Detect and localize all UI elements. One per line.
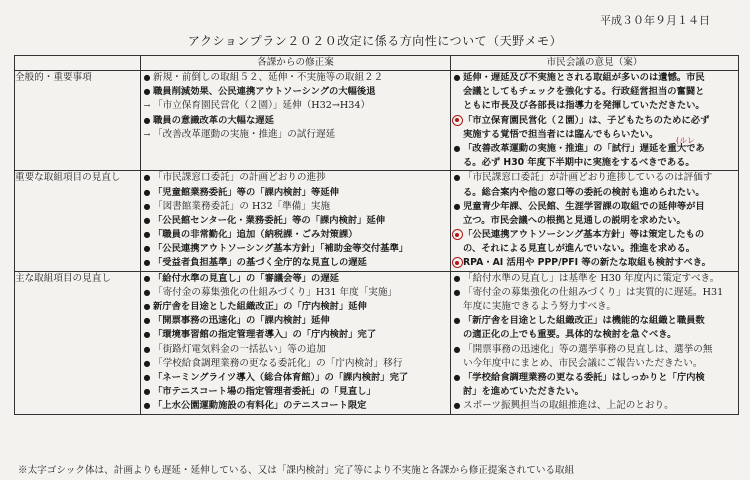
item-text: 実施する覚悟で担当者には臨んでもらいたい。 — [463, 128, 659, 140]
list-item — [141, 71, 450, 85]
item-text: の、それによる見直しが進んでいない。推進を求める。 — [463, 243, 696, 255]
item-text: 年度に実施できるよう努力すべき。 — [463, 301, 616, 312]
opinion-list — [451, 171, 739, 271]
bullet-icon: ● — [143, 258, 151, 268]
list-item — [141, 186, 450, 200]
item-text: 「学校給食調理業務の更なる委託化」の「庁内検討」移行 — [153, 357, 403, 369]
item-text: る。必ず H30 年度下半期中に実施をするべきである。 — [463, 157, 695, 169]
list-item — [141, 399, 450, 413]
section-row — [15, 271, 739, 414]
list-item — [141, 99, 450, 113]
bullet-icon: ● — [453, 316, 461, 326]
item-text: 「寄付金の募集強化の仕組みづくり」は実質的に遅延。H31 — [463, 286, 724, 298]
bullet-icon: ● — [143, 173, 151, 183]
list-item — [141, 286, 450, 300]
section-label: 全般的・重要事項 — [15, 71, 141, 171]
list-item — [451, 300, 738, 314]
list-item — [141, 228, 450, 242]
item-text: 「市民課窓口委託」が計画どおり進捗しているのは評価す — [463, 172, 713, 184]
item-text: RPA・AI 活用や PPP/PFI 等の新たな取組も検討すべき。 — [463, 257, 711, 269]
item-text: 「職員の非常勤化」追加（納税課・ごみ対策課） — [153, 229, 358, 241]
item-text: 「新庁舎を目途とした組織改正」は機能的な組織と職員数 — [463, 315, 705, 327]
bullet-icon: ● — [143, 187, 151, 197]
item-text: い今年度中にまとめ、市民会議にご報告いただきたい。 — [463, 357, 703, 369]
handwritten-annotation: (ルレ — [676, 136, 695, 145]
opinion-list — [451, 71, 739, 171]
list-item — [451, 71, 738, 85]
list-item — [451, 314, 738, 328]
item-text: 「公民連携アウトソーシング基本方針」「補助金等交付基準」 — [153, 243, 409, 255]
circled-bullet-icon — [451, 114, 463, 128]
item-text: 「街路灯電気料金の一括払い」等の追加 — [153, 343, 326, 355]
list-item — [451, 114, 738, 128]
bullet-icon: ● — [453, 344, 461, 354]
item-text: 「児童館業務委託」等の「課内検討」等延伸 — [153, 186, 339, 198]
bullet-icon: ● — [143, 358, 151, 368]
item-text: 児童青少年課、公民館、生涯学習課の取組での延伸等が目 — [463, 200, 705, 212]
list-item — [451, 256, 738, 270]
list-item — [451, 242, 738, 256]
bullet-icon: ● — [143, 215, 151, 225]
proposal-list — [141, 171, 451, 271]
list-item — [141, 314, 450, 328]
list-item — [141, 171, 450, 185]
bullet-icon: ● — [453, 201, 461, 211]
list-item — [451, 385, 738, 399]
bullet-icon: ● — [143, 387, 151, 397]
list-item — [141, 256, 450, 270]
list-item — [141, 242, 450, 256]
bullet-icon: ● — [453, 273, 461, 283]
section-row — [15, 171, 739, 271]
item-text: 「市立保育園民営化（２園）」は、子どもたちのために必ず — [463, 114, 710, 126]
bullet-icon: ● — [143, 273, 151, 283]
proposal-list — [141, 271, 451, 414]
section-row — [15, 71, 739, 171]
list-item — [451, 156, 738, 170]
bullet-icon: ● — [143, 330, 151, 340]
item-text: る。総合案内や他の窓口等の委託の検討も進められたい。 — [463, 186, 705, 198]
item-text: 職員の意識改革の大幅な遅延 — [153, 114, 274, 126]
list-item — [141, 128, 450, 142]
bullet-icon: ● — [143, 372, 151, 382]
list-item — [451, 399, 738, 413]
list-item — [451, 328, 738, 342]
item-text: 「図書館業務委託」の H32「準備」実施 — [153, 200, 331, 212]
circled-bullet-icon — [451, 256, 463, 270]
list-item — [451, 228, 738, 242]
item-text: 「公民館センター化・業務委託」等の「課内検討」延伸 — [153, 214, 386, 226]
list-item — [451, 214, 738, 228]
header-empty-cell — [15, 56, 141, 71]
bullet-icon: ● — [143, 287, 151, 297]
list-item — [141, 343, 450, 357]
arrow-icon: → — [143, 129, 151, 139]
item-text: 会議としてもチェックを強化する。行政経営担当の奮闘と — [463, 86, 705, 98]
item-text: 「開票事務の迅速化」等の選挙事務の見直しは、選挙の無 — [463, 343, 713, 355]
bullet-icon: ● — [143, 230, 151, 240]
item-text: 「市立保育園民営化（２園）」延伸（H32→H34） — [153, 100, 371, 112]
list-item — [141, 114, 450, 128]
list-item — [451, 128, 738, 142]
circled-bullet-icon — [451, 228, 463, 242]
item-text: 延伸・遅延及び不実施とされる取組が多いのは遺憾。市民 — [463, 72, 705, 83]
bullet-icon: ● — [143, 244, 151, 254]
bullet-icon: ● — [453, 287, 461, 297]
item-text: 新規・前倒しの取組５２、延伸・不実施等の取組２２ — [153, 72, 384, 83]
bullet-icon: ● — [453, 372, 461, 382]
bullet-icon: ● — [453, 173, 461, 183]
item-text: 「寄付金の募集強化の仕組みづくり」H31 年度「実施」 — [153, 286, 398, 298]
arrow-icon: → — [143, 101, 151, 111]
bullet-icon: ● — [143, 316, 151, 326]
list-item — [451, 371, 738, 385]
list-item — [141, 214, 450, 228]
header-department-proposals: 各課からの修正案 — [141, 56, 451, 71]
opinion-list — [451, 271, 739, 414]
policy-table — [14, 55, 739, 415]
bullet-icon: ● — [143, 344, 151, 354]
list-item — [451, 343, 738, 357]
item-text: 「ネーミングライツ導入（総合体育館）」の「課内検討」完了 — [153, 371, 409, 383]
item-text: 「公民連携アウトソーシング基本方針」等は策定したもの — [463, 229, 705, 241]
list-item — [451, 85, 738, 99]
bullet-icon: ● — [453, 143, 461, 153]
bullet-icon: ● — [143, 401, 151, 411]
item-text: 「改善改革運動の実施・推進」の試行遅延 — [153, 128, 336, 140]
list-item — [141, 328, 450, 342]
document-title: アクションプラン２０２０改定に係る方向性について（天野メモ） — [187, 34, 563, 48]
item-text: スポーツ振興担当の取組推進は、上記のとおり。 — [463, 400, 674, 412]
proposal-list — [141, 71, 451, 171]
bullet-icon: ● — [453, 401, 461, 411]
list-item — [451, 286, 738, 300]
item-text: 職員削減効果、公民連携アウトソーシングの大幅後退 — [153, 86, 376, 98]
list-item — [141, 300, 450, 314]
item-text: ともに市長及び各部長は指導力を発揮していただきたい。 — [463, 100, 705, 112]
item-text: 立つ。市民会議への根拠と見通しの説明を求めたい。 — [463, 214, 686, 226]
list-item — [451, 142, 738, 156]
bullet-icon: ● — [143, 87, 151, 97]
list-item — [141, 200, 450, 214]
list-item — [141, 85, 450, 99]
table-header-row — [15, 56, 739, 71]
list-item — [141, 272, 450, 286]
bullet-icon: ● — [143, 115, 151, 125]
list-item — [141, 357, 450, 371]
list-item — [141, 385, 450, 399]
document-date: 平成３０年９月１４日 — [600, 14, 710, 27]
item-text: 「開票事務の迅速化」の「課内検討」延伸 — [153, 315, 330, 327]
item-text: 「給付水準の見直し」の「審議会等」の遅延 — [153, 272, 339, 284]
item-text: 「学校給食調理業務の更なる委託」はしっかりと「庁内検 — [463, 371, 705, 383]
item-text: 「市テニスコート場の指定管理者委託」の「見直し」 — [153, 386, 376, 398]
bullet-icon: ● — [143, 73, 151, 82]
item-text: の適正化の上でも重要。具体的な検討を急ぐべき。 — [463, 329, 677, 341]
item-text: 「改善改革運動の実施・推進」の「試行」遅延を重大であ — [463, 142, 705, 154]
header-citizen-opinions: 市民会議の意見（案） — [451, 56, 739, 71]
bullet-icon: ● — [143, 302, 151, 311]
list-item — [451, 200, 738, 214]
item-text: 新庁舎を目途とした組織改正」の「庁内検討」延伸 — [153, 301, 367, 312]
item-text: 「受益者負担基準」の基づく全庁的な見直しの遅延 — [153, 257, 367, 269]
bullet-icon: ● — [143, 201, 151, 211]
footnote: ※太字ゴシック体は、計画よりも遅延・延伸している、又は「課内検討」完了等により不実施と各課から修正提案されている取組 — [18, 465, 575, 476]
item-text: 「上水公園運動施設の有料化」のテニスコート限定 — [153, 400, 367, 412]
list-item — [141, 371, 450, 385]
list-item — [451, 357, 738, 371]
bullet-icon: ● — [453, 73, 461, 82]
list-item — [451, 171, 738, 185]
item-text: 「給付水準の見直し」は基準を H30 年度内に策定すべき。 — [463, 272, 720, 284]
list-item — [451, 186, 738, 200]
list-item — [451, 272, 738, 286]
item-text: 討」を進めていただきたい。 — [463, 386, 584, 398]
item-text: 「市民課窓口委託」の計画どおりの進捗 — [153, 172, 326, 184]
item-text: 「環境事習館の指定管理者導入」の「庁内検討」完了 — [153, 329, 377, 341]
section-label: 主な取組項目の見直し — [15, 271, 141, 414]
list-item — [451, 99, 738, 113]
section-label: 重要な取組項目の見直し — [15, 171, 141, 271]
